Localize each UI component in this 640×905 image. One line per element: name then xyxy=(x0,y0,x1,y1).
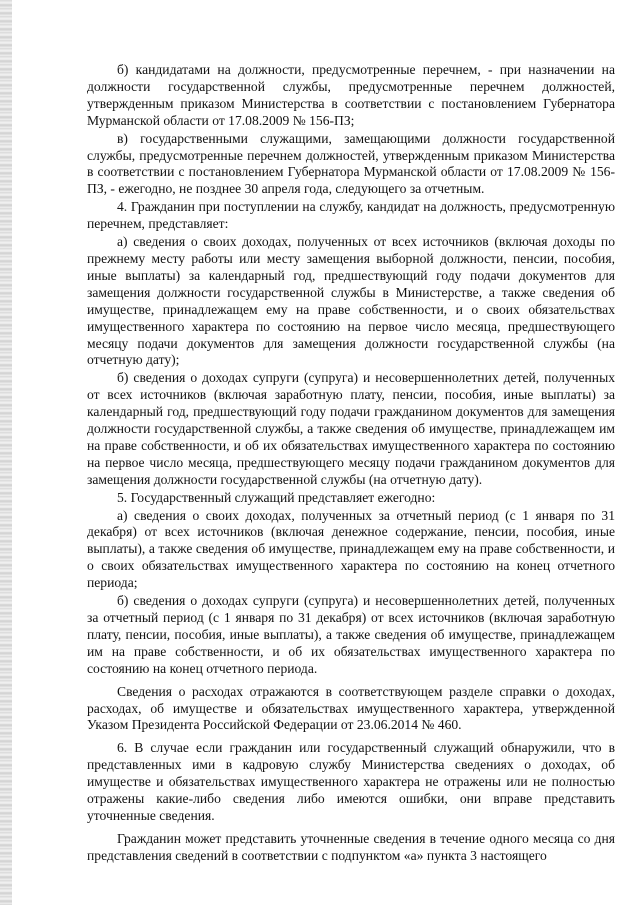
paragraph-5a: а) сведения о своих доходах, полученных за отчетный период (с 1 января по 31 декабря) от всех источников (включая денежное содержание, пенсии, пособия, иные выплаты), а также сведения об имуществе, принадлежащем ему на праве собственности, и о своих обязательствах имущественного характера по состоянию на конец отчетного периода; xyxy=(87,507,615,591)
paragraph-correction: Гражданин может представить уточненные сведения в течение одного месяца со дня представления сведений в соответствии с подпунктом «а» пункта 3 настоящего xyxy=(87,830,615,863)
paragraph-3v: в) государственными служащими, замещающими должности государственной службы, предусмотренные перечнем должностей, утвержденным приказом Министерства в соответствии с постановлением Губернатора Мурманской области от 17.08.2009 № 156-ПЗ, - ежегодно, не позднее 30 апреля года, следующего за отчетным. xyxy=(87,130,615,197)
paragraph-4b: б) сведения о доходах супруги (супруга) и несовершеннолетних детей, полученных от всех источников (включая заработную плату, пенсии, пособия, иные выплаты) за календарный год, предшествующий году подачи гражданином документов для замещения должности государственной службы, а также сведения об имуществе, принадлежащем им на праве собственности, и об их обязательствах имущественного характера по состоянию на первое число месяца, предшествующего месяцу подачи гражданином документов для замещения должности государственной службы (на отчетную дату). xyxy=(87,370,615,487)
paragraph-6: 6. В случае если гражданин или государственный служащий обнаружили, что в представленных ими в кадровую службу Министерства сведениях о доходах, об имуществе и обязательствах имущественного характера не отражены или не полностью отражены какие-либо сведения либо имеются ошибки, они вправе представить уточненные сведения. xyxy=(87,740,615,823)
paragraph-expenses: Сведения о расходах отражаются в соответствующем разделе справки о доходах, расходах, об имуществе и обязательствах имущественного характера, утвержденной Указом Президента Российской Федерации от 23.06.2014 № 460. xyxy=(87,683,615,733)
paragraph-4a: а) сведения о своих доходах, полученных от всех источников (включая доходы по прежнему месту работы или месту замещения выборной должности, пенсии, пособия, иные выплаты) за календарный год, предшествующий году подачи документов для замещения должности государственной службы в Министерстве, а также сведения об имуществе, принадлежащем ему на праве собственности, и о своих обязательствах имущественного характера по состоянию на первое число месяца, предшествующего месяцу подачи документов для замещения должности государственной службы (на отчетную дату); xyxy=(87,234,615,368)
paragraph-5: 5. Государственный служащий представляет ежегодно: xyxy=(117,489,436,505)
scan-edge-artifact xyxy=(0,0,12,905)
document-page xyxy=(87,62,615,866)
paragraph-3b: б) кандидатами на должности, предусмотренные перечнем, - при назначении на должности государственной службы, предусмотренные перечнем должностей, утвержденным приказом Министерства в соответствии с постановлением Губернатора Мурманской области от 17.08.2009 № 156-ПЗ; xyxy=(87,62,615,128)
paragraph-4: 4. Гражданин при поступлении на службу, кандидат на должность, предусмотренную перечнем, представляет: xyxy=(87,199,615,232)
paragraph-5b: б) сведения о доходах супруги (супруга) и несовершеннолетних детей, полученных за отчетный период (с 1 января по 31 декабря) от всех источников (включая заработную плату, пенсии, пособия, иные выплаты), а также сведения об имуществе, принадлежащем им на праве собственности, и об их обязательствах имущественного характера по состоянию на конец отчетного периода. xyxy=(87,593,615,676)
